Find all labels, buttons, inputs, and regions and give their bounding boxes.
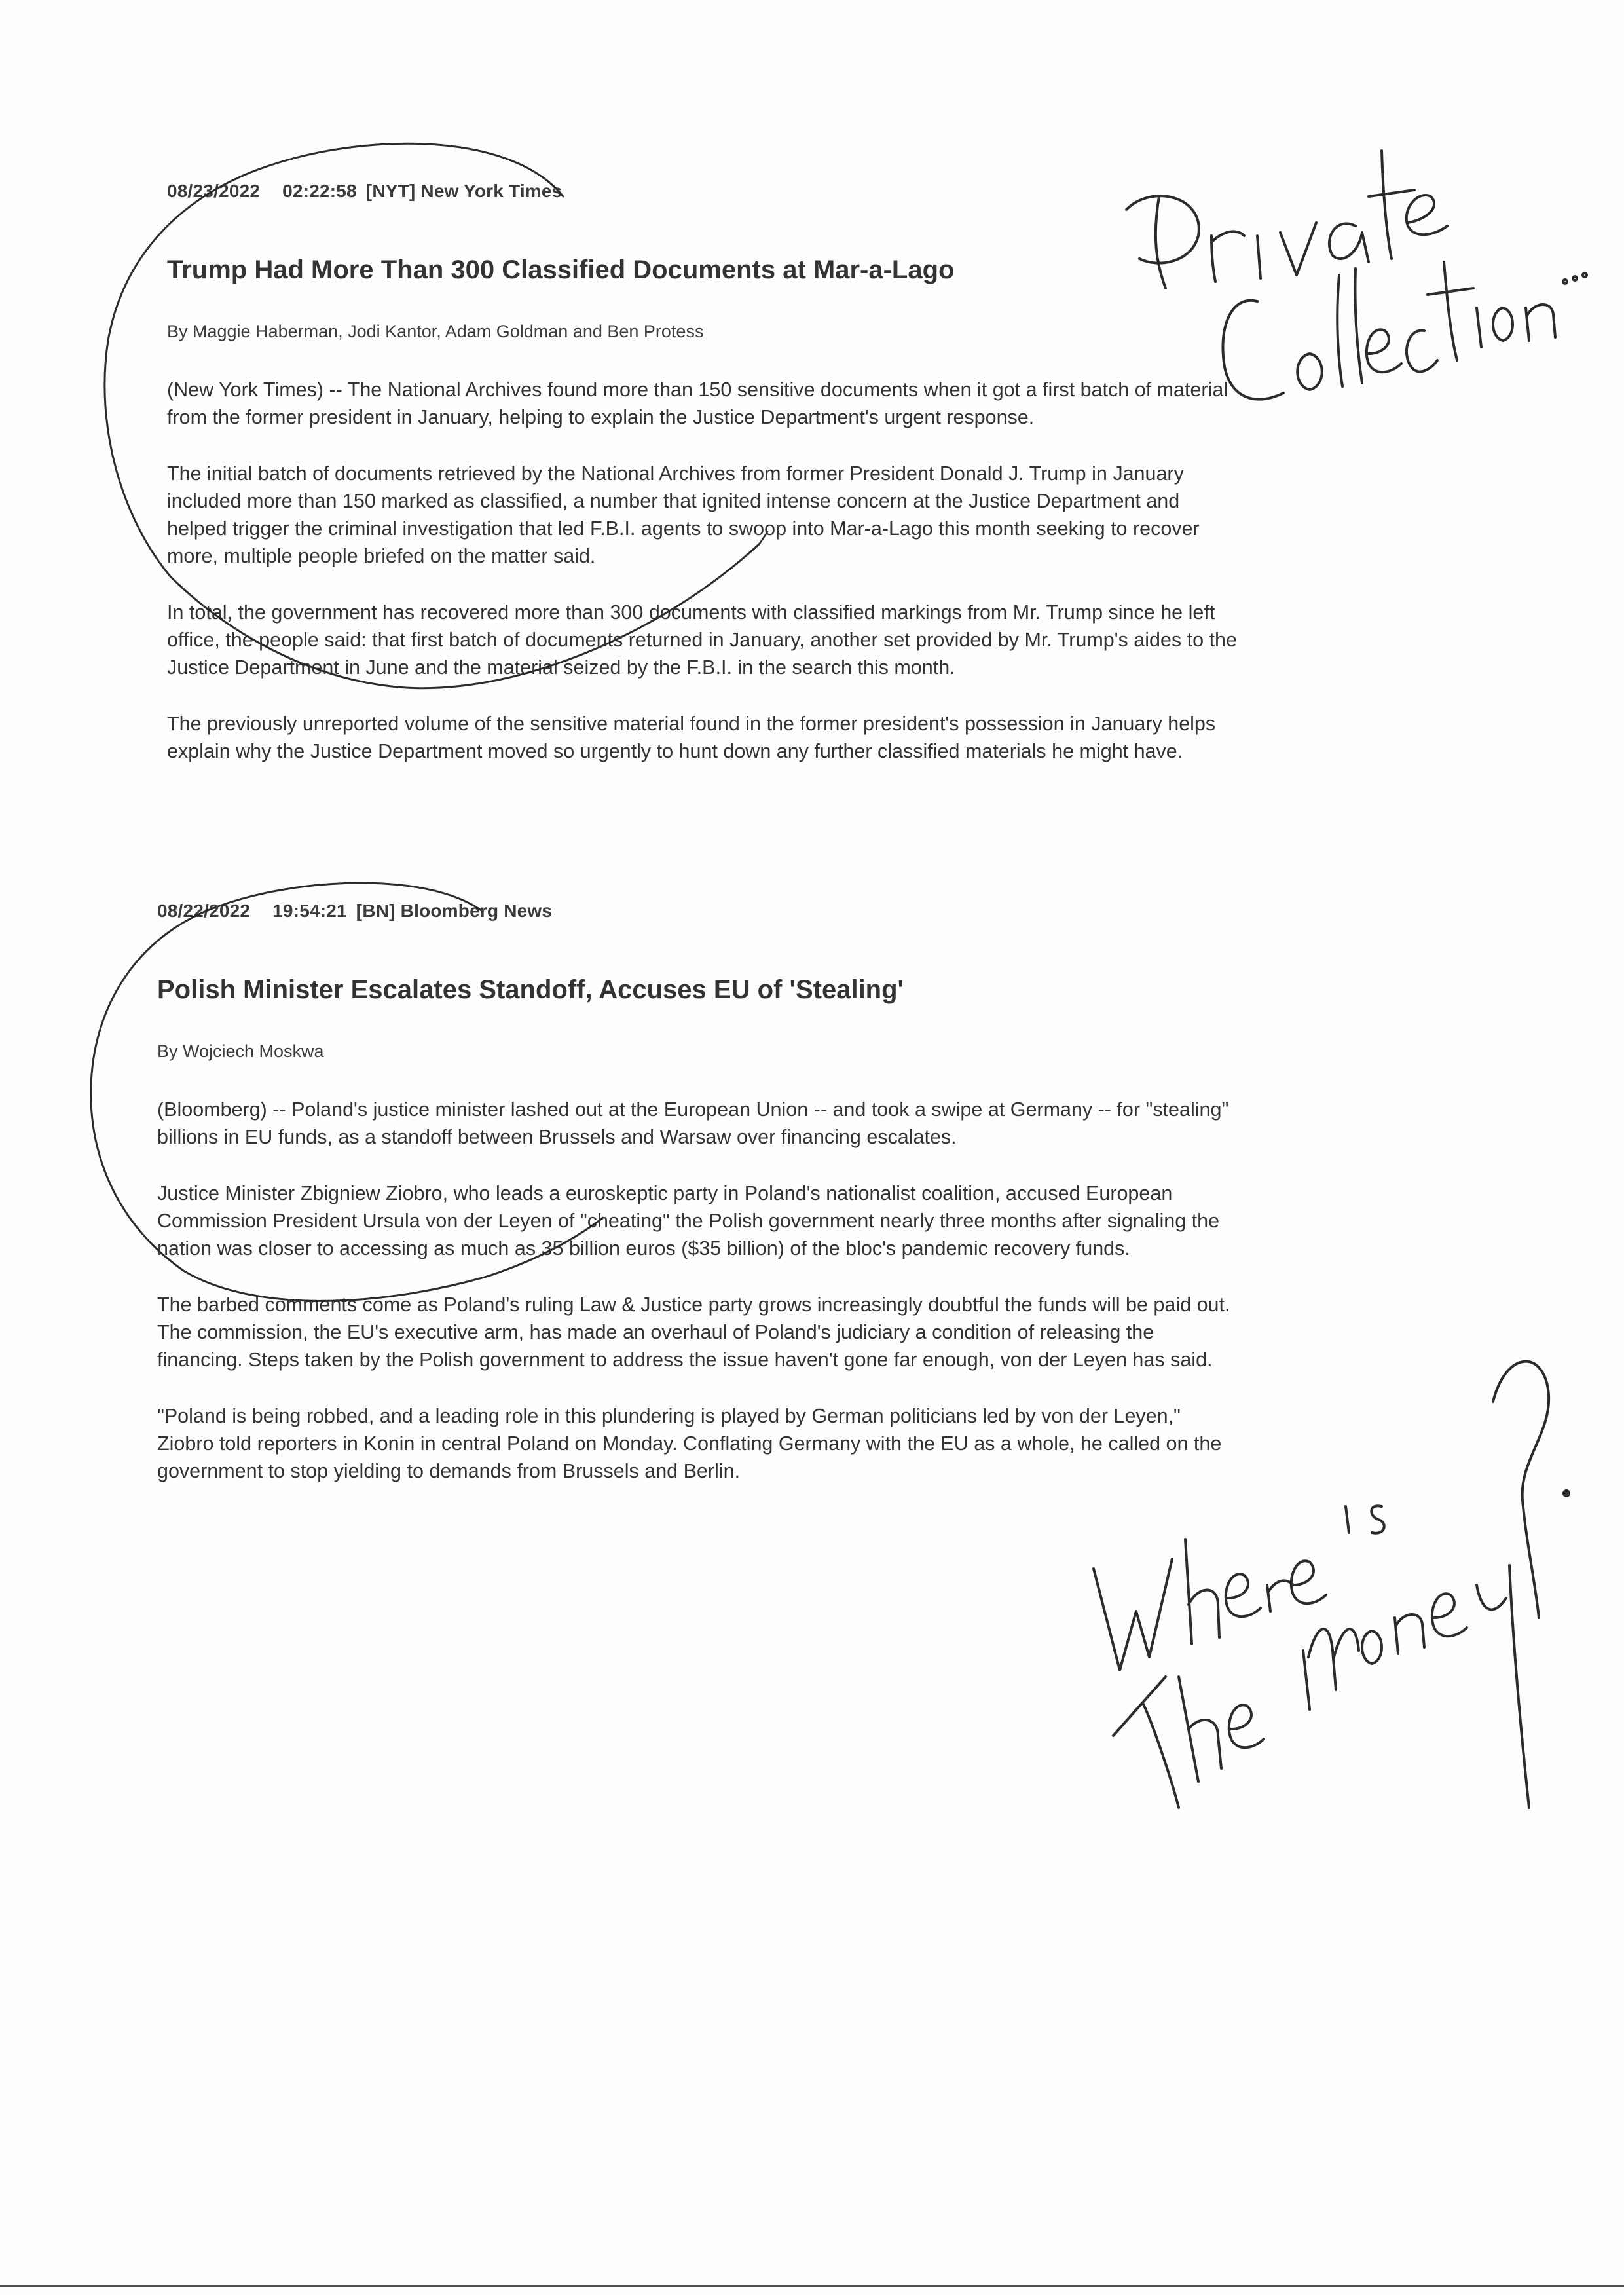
article-byline: By Maggie Haberman, Jodi Kantor, Adam Goldman and Ben Protess: [167, 322, 704, 341]
news-article-nyt: [167, 181, 1241, 785]
article-paragraph: The initial batch of documents retrieved by the National Archives from former President Donald J. Trump in January included more than 150 marked as classified, a number that ignited intense concern at the Justice Department and helped trigger the criminal investigation that led F.B.I. agents to swoop into Mar-a-Lago this month seeking to recover more, multiple people briefed on the matter said.: [167, 462, 1200, 567]
article-time: 02:22:58: [282, 181, 357, 201]
article-paragraph: "Poland is being robbed, and a leading role in this plundering is played by German politicians led by von der Leyen," Ziobro told reporters in Konin in central Poland on Monday. Conflating Germany with the EU as a whole, he called on the government to stop yielding to demands from Brussels and Berlin.: [157, 1405, 1222, 1482]
article-dateline: [167, 181, 1241, 202]
article-headline: Polish Minister Escalates Standoff, Accuses EU of 'Stealing': [157, 975, 904, 1004]
article-date: 08/23/2022: [167, 181, 261, 201]
article-time: 19:54:21: [272, 901, 347, 921]
scan-edge-line: [0, 2285, 1624, 2287]
article-paragraph: (Bloomberg) -- Poland's justice minister lashed out at the European Union -- and took a swipe at Germany -- for "stealing" billions in EU funds, as a standoff between Brussels and Warsaw over financing escalates.: [157, 1098, 1229, 1148]
article-date: 08/22/2022: [157, 901, 251, 921]
article-paragraph: (New York Times) -- The National Archives found more than 150 sensitive documents when it got a first batch of material from the former president in January, helping to explain the Justice Department's urgent response.: [167, 379, 1228, 428]
news-article-bloomberg: [157, 901, 1231, 1505]
article-paragraph: Justice Minister Zbigniew Ziobro, who leads a euroskeptic party in Poland's nationalist coalition, accused European Commission President Ursula von der Leyen of "cheating" the Polish government nearly three months after signaling the nation was closer to accessing as much as 35 billion euros ($35 billion) of the bloc's pandemic recovery funds.: [157, 1182, 1220, 1259]
article-dateline: [157, 901, 1231, 922]
article-headline: Trump Had More Than 300 Classified Documents at Mar-a-Lago: [167, 255, 955, 284]
article-paragraph: The previously unreported volume of the sensitive material found in the former president's possession in January helps explain why the Justice Department moved so urgently to hunt down any further classified materials he might have.: [167, 713, 1216, 762]
article-paragraph: In total, the government has recovered more than 300 documents with classified markings from Mr. Trump since he left office, the people said: that first batch of documents returned in January, another set provided by Mr. Trump's aides to the Justice Department in June and the material seized by the F.B.I. in the search this month.: [167, 601, 1237, 679]
article-source: [NYT] New York Times: [365, 181, 563, 201]
article-byline: By Wojciech Moskwa: [157, 1041, 324, 1061]
article-paragraph: The barbed comments come as Poland's ruling Law & Justice party grows increasingly doubtful the funds will be paid out. The commission, the EU's executive arm, has made an overhaul of Poland's judiciary a condition of releasing the financing. Steps taken by the Polish government to address the issue haven't gone far enough, von der Leyen has said.: [157, 1294, 1230, 1371]
article-source: [BN] Bloomberg News: [356, 901, 553, 921]
